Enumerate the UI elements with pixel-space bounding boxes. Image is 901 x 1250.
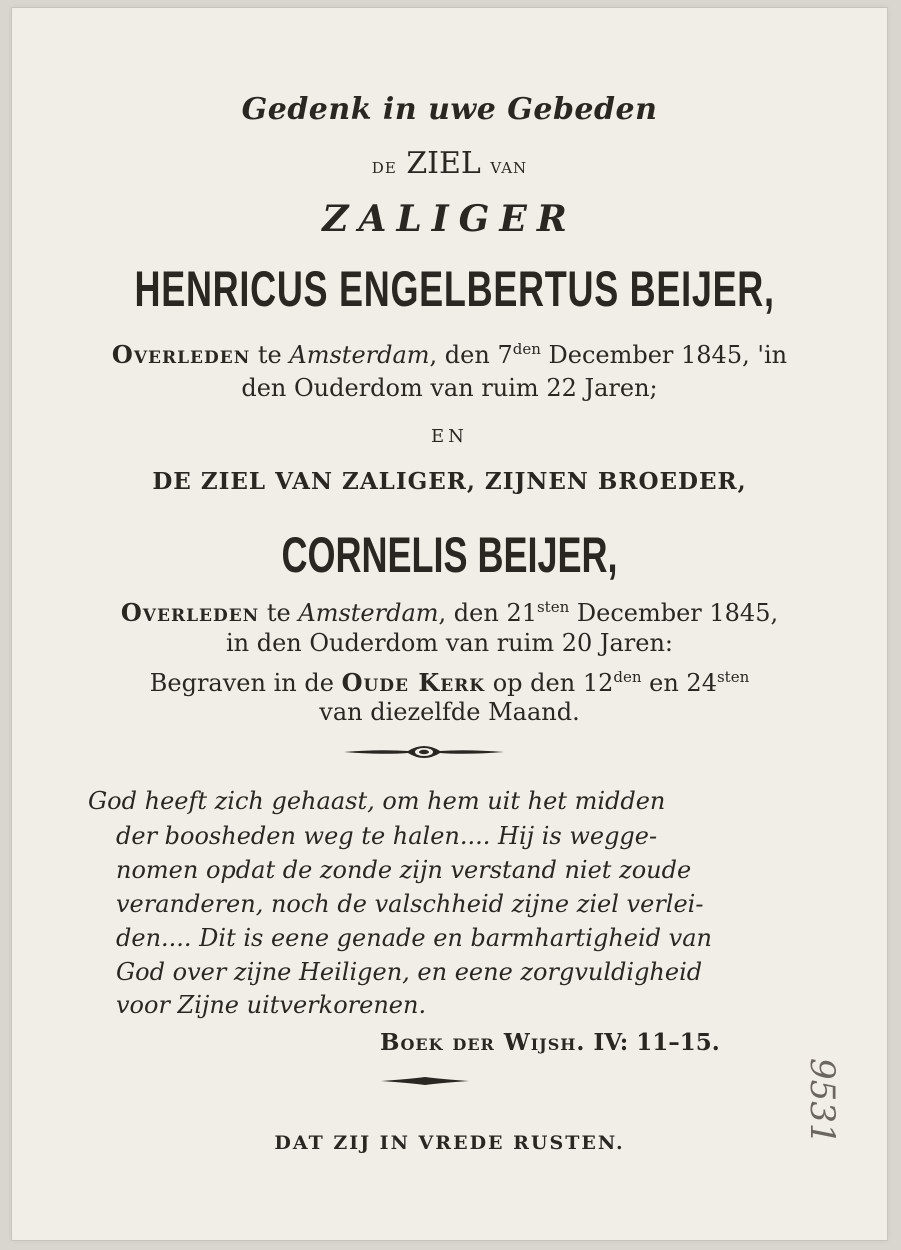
conjunction-en: EN — [431, 426, 468, 447]
soul-of-prefix: de — [371, 154, 397, 179]
opening-line: Gedenk in uwe Gebeden — [241, 92, 658, 127]
source-reference: IV: 11–15. — [585, 1029, 720, 1056]
burial-church: Oude Kerk — [341, 668, 486, 697]
scripture-line: veranderen, noch de valschheid zijne ziel verlei- — [116, 890, 704, 918]
death-place: Amsterdam — [298, 599, 439, 627]
deceased-name-cornelis: CORNELIS BEIJER, — [281, 527, 618, 583]
deceased-name-henricus: HENRICUS ENGELBERTUS BEIJER, — [134, 261, 775, 317]
death-day: , den 7 — [429, 341, 513, 369]
death-day-suffix: den — [512, 340, 541, 358]
death-place: Amsterdam — [289, 341, 430, 369]
burial-prefix: Begraven in de — [149, 669, 334, 697]
scripture-source — [380, 1029, 720, 1056]
scripture-line: God heeft zich gehaast, om hem uit het midden — [88, 787, 666, 815]
death-date: December 1845, — [569, 599, 779, 627]
death-line-cornelis — [12, 598, 887, 627]
soul-of-line — [12, 146, 887, 181]
death-line-henricus — [12, 340, 887, 369]
scripture-line: nomen opdat de zonde zijn verstand niet zoude — [116, 856, 692, 884]
burial-day1-suffix: den — [613, 668, 642, 686]
memorial-card — [12, 8, 887, 1240]
death-day: , den 21 — [438, 599, 537, 627]
scripture-line: der boosheden weg te halen.... Hij is wegge- — [116, 822, 658, 850]
burial-day2: en 24 — [641, 669, 717, 697]
death-date: December 1845, 'in — [540, 341, 788, 369]
death-label: Overleden — [120, 598, 260, 627]
closing-line: DAT ZIJ IN VREDE RUSTEN. — [274, 1132, 625, 1154]
brother-line: DE ZIEL VAN ZALIGER, ZIJNEN BROEDER, — [152, 468, 747, 495]
burial-month-line: van diezelfde Maand. — [319, 698, 580, 726]
scripture-line: den.... Dit is eene genade en barmhartigheid van — [116, 924, 712, 952]
burial-day2-suffix: sten — [716, 668, 750, 686]
death-day-suffix: sten — [536, 598, 570, 616]
scripture-line: voor Zijne uitverkorenen. — [116, 991, 427, 1019]
soul-word: ZIEL — [406, 146, 481, 181]
ornament-rule-icon — [380, 1076, 470, 1086]
blessed-heading: ZALIGER — [322, 198, 577, 240]
soul-of-suffix: van — [490, 154, 528, 179]
source-book: Boek der Wijsh. — [380, 1029, 586, 1056]
death-te: te — [257, 341, 282, 369]
ornament-divider-icon — [342, 744, 506, 760]
burial-line — [12, 668, 887, 697]
archive-number: 9531 — [802, 1058, 842, 1145]
death-label: Overleden — [111, 340, 251, 369]
burial-day1: op den 12 — [492, 669, 614, 697]
scripture-line: God over zijne Heiligen, en eene zorgvuldigheid — [116, 958, 703, 986]
death-te: te — [266, 599, 291, 627]
age-line-henricus: den Ouderdom van ruim 22 Jaren; — [241, 374, 658, 402]
age-line-cornelis: in den Ouderdom van ruim 20 Jaren: — [225, 629, 674, 657]
